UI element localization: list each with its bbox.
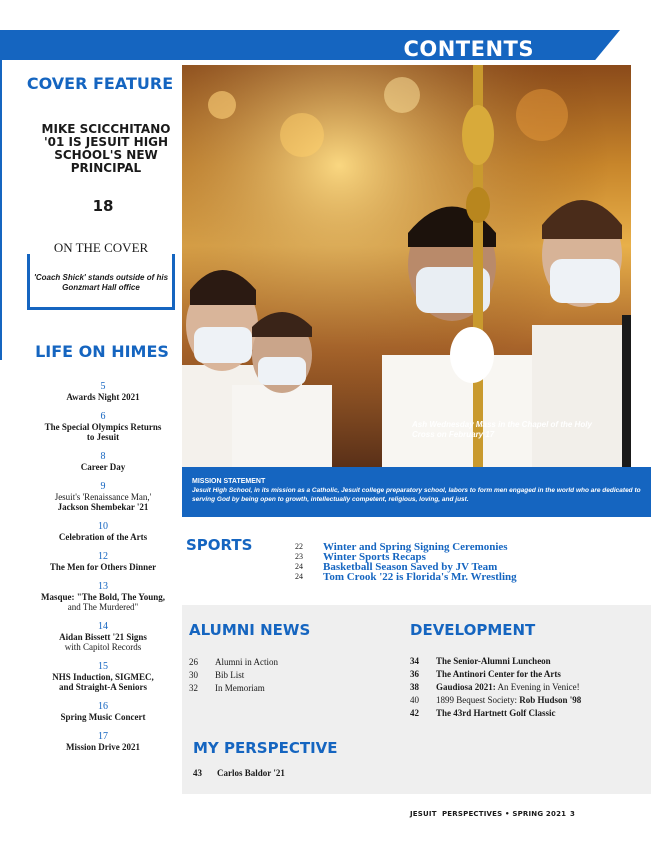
- item-page: 13: [98, 581, 108, 592]
- altar-servers-illustration: [182, 65, 631, 467]
- item-title-bold: Gaudiosa 2021:: [436, 682, 496, 692]
- list-item[interactable]: [295, 572, 595, 582]
- list-item[interactable]: [410, 668, 650, 681]
- list-item[interactable]: [20, 701, 186, 722]
- item-page: 23: [295, 552, 303, 561]
- item-page: 10: [98, 521, 108, 532]
- item-page: 6: [100, 411, 106, 422]
- photo-caption: Ash Wednesday Mass in the Chapel of the Holy Cross on February 17: [412, 420, 592, 439]
- item-page: 16: [98, 701, 108, 712]
- item-page: 42: [410, 708, 419, 718]
- development-heading: DEVELOPMENT: [410, 621, 536, 639]
- item-title-part: Jesuit's 'Renaissance Man,': [54, 492, 152, 502]
- item-title: The Special Olympics Returns to Jesuit: [44, 422, 162, 442]
- item-page: 12: [98, 551, 108, 562]
- item-page: 8: [100, 451, 106, 462]
- item-title-part: and The Murdered": [67, 602, 139, 612]
- item-title-bold: Rob Hudson '98: [519, 695, 582, 705]
- alumni-news-list: [189, 656, 389, 695]
- left-divider: [0, 60, 2, 360]
- item-page: 26: [189, 657, 198, 667]
- list-item[interactable]: [189, 682, 389, 695]
- item-title-part: Jackson Shembekar '21: [57, 502, 149, 512]
- list-item[interactable]: [20, 521, 186, 542]
- item-title: Bib List: [215, 670, 245, 680]
- item-page: 22: [295, 542, 303, 551]
- mission-text: Jesuit High School, in its mission as a Catholic, Jesuit college preparatory school, labors to form men engaged in the world who are dedicated to serving God by being open to growth, intellectually competent, religious, loving, and just.: [192, 487, 641, 503]
- item-page: 34: [410, 656, 419, 666]
- cover-feature-heading: COVER FEATURE: [26, 74, 174, 93]
- list-item[interactable]: [410, 655, 650, 668]
- list-item[interactable]: [193, 767, 393, 780]
- item-title: Mission Drive 2021: [66, 742, 140, 752]
- item-page: 5: [100, 381, 106, 392]
- item-page: 9: [100, 481, 106, 492]
- cover-feature-headline[interactable]: MIKE SCICCHITANO '01 IS JESUIT HIGH SCHOOL'S NEW PRINCIPAL: [41, 122, 171, 175]
- my-perspective-heading: MY PERSPECTIVE: [193, 739, 338, 757]
- list-item[interactable]: [189, 669, 389, 682]
- item-title: Celebration of the Arts: [58, 532, 148, 542]
- item-title: Spring Music Concert: [60, 712, 146, 722]
- life-on-himes-heading: LIFE ON HIMES: [35, 342, 169, 361]
- mission-statement: [182, 467, 651, 517]
- list-item[interactable]: [20, 581, 186, 612]
- footer-publication: JESUIT PERSPECTIVES • SPRING 2021: [410, 810, 567, 818]
- on-cover-heading: ON THE COVER: [53, 240, 149, 255]
- list-item[interactable]: [20, 411, 186, 442]
- life-on-himes-list: [20, 381, 186, 761]
- item-page: 30: [189, 670, 198, 680]
- list-item[interactable]: [410, 694, 650, 707]
- item-title: Carlos Baldor '21: [217, 768, 285, 778]
- list-item[interactable]: [20, 731, 186, 752]
- item-title: Alumni in Action: [215, 657, 278, 667]
- item-page: 32: [189, 683, 198, 693]
- sports-heading: SPORTS: [186, 536, 253, 554]
- list-item[interactable]: [20, 451, 186, 472]
- my-perspective-list: [193, 767, 393, 780]
- sports-list: [295, 542, 595, 582]
- footer-page-number: 3: [570, 810, 575, 818]
- item-page: 36: [410, 669, 419, 679]
- alumni-news-heading: ALUMNI NEWS: [189, 621, 311, 639]
- list-item[interactable]: [20, 381, 186, 402]
- item-page: 24: [295, 572, 303, 581]
- list-item[interactable]: [189, 656, 389, 669]
- item-title: Awards Night 2021: [66, 392, 140, 402]
- item-title: Winter and Spring Signing Ceremonies: [323, 541, 508, 553]
- item-title-part: with Capitol Records: [64, 642, 142, 652]
- item-page: 15: [98, 661, 108, 672]
- list-item[interactable]: [410, 681, 650, 694]
- item-page: 38: [410, 682, 419, 692]
- list-item[interactable]: [20, 551, 186, 572]
- item-title: NHS Induction, SIGMEC, and Straight-A Seniors: [52, 672, 154, 692]
- item-page: 40: [410, 695, 419, 705]
- item-page: 43: [193, 768, 202, 778]
- item-title-part: Aidan Bissett '21 Signs: [59, 632, 147, 642]
- item-title-plain: 1899 Bequest Society:: [436, 695, 520, 705]
- cover-feature-page: 18: [92, 197, 114, 215]
- item-page: 17: [98, 731, 108, 742]
- list-item[interactable]: [20, 661, 186, 692]
- mission-title: MISSION STATEMENT: [192, 478, 266, 485]
- item-page: 24: [295, 562, 303, 571]
- item-title: The Senior-Alumni Luncheon: [436, 656, 551, 666]
- page-title: CONTENTS: [403, 37, 534, 61]
- item-title-plain: An Evening in Venice!: [495, 682, 580, 692]
- development-list: [410, 655, 650, 720]
- item-title: The 43rd Hartnett Golf Classic: [436, 708, 556, 718]
- item-page: 14: [98, 621, 108, 632]
- item-title: Tom Crook '22 is Florida's Mr. Wrestling: [323, 571, 517, 583]
- cover-photo: [182, 65, 631, 467]
- item-title: Career Day: [80, 462, 126, 472]
- on-cover-caption: 'Coach Shick' stands outside of his Gonzmart Hall office: [33, 273, 169, 292]
- list-item[interactable]: [410, 707, 650, 720]
- item-title: The Antinori Center for the Arts: [436, 669, 561, 679]
- list-item[interactable]: [20, 621, 186, 652]
- item-title: In Memoriam: [215, 683, 265, 693]
- item-title: Basketball Season Saved by JV Team: [323, 561, 498, 573]
- list-item[interactable]: [20, 481, 186, 512]
- item-title-part: Masque: "The Bold, The Young,: [40, 592, 166, 602]
- item-title: The Men for Others Dinner: [49, 562, 157, 572]
- item-title: Winter Sports Recaps: [323, 551, 426, 563]
